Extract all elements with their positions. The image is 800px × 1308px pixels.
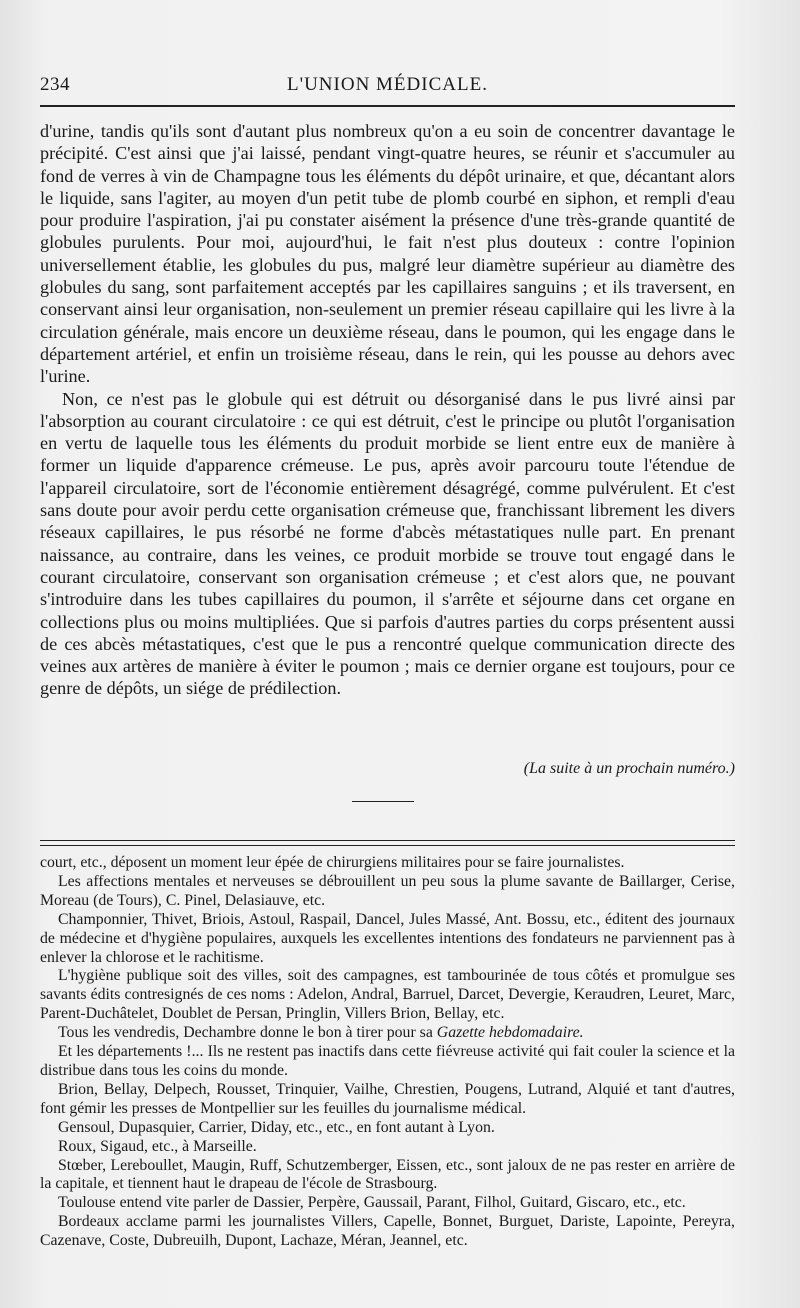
continuation-note: (La suite à un prochain numéro.) (523, 760, 735, 777)
page-number: 234 (40, 74, 70, 95)
running-header (40, 74, 735, 102)
feuilleton-paragraph: Brion, Bellay, Delpech, Rousset, Trinquier, Vailhe, Chrestien, Pougens, Lutrand, Alquié et tant d'autres, font gémir les presses de Montpellier sur les feuilles du journalisme médical. (40, 1080, 735, 1117)
feuilleton-paragraph: Stœber, Lereboullet, Maugin, Ruff, Schutzemberger, Eissen, etc., sont jaloux de ne pas rester en arrière de la capitale, et tiennent haut le drapeau de l'école de Strasbourg. (40, 1156, 735, 1193)
feuilleton-paragraph: court, etc., déposent un moment leur épée de chirurgiens militaires pour se faire journalistes. (40, 854, 625, 871)
feuilleton-paragraph: Les affections mentales et nerveuses se débrouillent un peu sous la plume savante de Baillarger, Cerise, Moreau (de Tours), C. Pinel, Delasiauve, etc. (40, 872, 735, 909)
article-paragraph: d'urine, tandis qu'ils sont d'autant plus nombreux qu'on a eu soin de concentrer davantage le précipité. C'est ainsi que j'ai laissé, pendant vingt-quatre heures, se réunir et s'accumuler au fond de verres à vin de Champagne tous les éléments du dépôt urinaire, et que, décantant alors le liquide, sans l'agiter, au moyen d'un petit tube de plomb courbé en siphon, et rempli d'eau pour produire l'aspiration, j'ai pu constater aisément la présence d'une très-grande quantité de globules purulents. Pour moi, aujourd'hui, le fait n'est plus douteux : contre l'opinion universellement établie, les globules du pus, malgré leur diamètre supérieur au diamètre des globules du sang, sont parfaitement acceptés par les capillaires sanguins ; et ils traversent, en conservant ainsi leur organisation, non-seulement un premier réseau capillaire qui les livre à la circulation générale, mais encore un deuxième réseau, dans le poumon, qui les engage dans le département artériel, et enfin un troisième réseau, dans le rein, qui les pousse au dehors avec l'urine. (40, 121, 735, 387)
article-body (40, 120, 735, 700)
feuilleton-section (40, 854, 735, 1251)
feuilleton-paragraph: Bordeaux acclame parmi les journalistes Villers, Capelle, Bonnet, Burguet, Dariste, Lapointe, Pereyra, Cazenave, Coste, Dubreuilh, Dupont, Lachaze, Méran, Jeannel, etc. (40, 1213, 735, 1250)
article-paragraph: Non, ce n'est pas le globule qui est détruit ou désorganisé dans le pus livré ainsi par l'absorption au courant circulatoire : ce qui est détruit, c'est le principe ou plutôt l'organisation en vertu de laquelle tous les éléments du produit morbide se lient entre eux de manière à former un liquide d'apparence crémeuse. Le pus, après avoir parcouru toute l'étendue de l'appareil circulatoire, sort de l'économie entièrement désagrégé, comme pulvérulent. Et c'est sans doute pour avoir perdu cette organisation crémeuse que, franchissant librement les divers réseaux capillaires, le pus résorbé ne forme d'abcès métastatiques nulle part. En prenant naissance, au contraire, dans les veines, ce produit morbide se trouve tout engagé dans le courant circulatoire, conservant son organisation crémeuse ; et c'est alors que, ne pouvant s'introduire dans les tubes capillaires du poumon, il s'arrête et séjourne dans cet organe en collections plus ou moins multipliées. Que si parfois d'autres parties du corps présentent aussi de ces abcès métastatiques, c'est que le pus a rencontré quelque communication directe des veines aux artères de manière à éviter le poumon ; mais ce dernier organe est toujours, pour ce genre de dépôts, un siége de prédilection. (40, 388, 735, 699)
feuilleton-paragraph: Champonnier, Thivet, Briois, Astoul, Raspail, Dancel, Jules Massé, Ant. Bossu, etc., éditent des journaux de médecine et d'hygiène populaires, auxquels les excellentes intentions des fondateurs ne parviennent pas à enlever la chlorose et le rachitisme. (40, 910, 735, 966)
feuilleton-paragraph: Toulouse entend vite parler de Dassier, Perpère, Gaussail, Parant, Filhol, Guitard, Giscaro, etc., etc. (58, 1194, 686, 1212)
feuilleton-paragraph: Roux, Sigaud, etc., à Marseille. (58, 1137, 257, 1155)
feuilleton-paragraph: L'hygiène publique soit des villes, soit des campagnes, est tambourinée de tous côtés et promulgue ses savants édits contresignés de ces noms : Adelon, Andral, Barruel, Darcet, Devergie, Keraudren, Leuret, Marc, Parent-Duchâtelet, Doublet de Persan, Pringlin, Villers Brion, Bellay, etc. (40, 967, 735, 1023)
feuilleton-double-rule (40, 840, 735, 846)
feuilleton-paragraph (40, 1024, 735, 1043)
section-divider (352, 801, 414, 802)
feuilleton-text: Tous les vendredis, Dechambre donne le bon à tirer pour sa (58, 1024, 437, 1042)
gazette-title: Gazette hebdomadaire. (436, 1024, 584, 1042)
feuilleton-paragraph: Et les départements !... Ils ne restent pas inactifs dans cette fiévreuse activité qui fait couler la science et la distribue dans tous les coins du monde. (40, 1043, 735, 1079)
journal-title: L'UNION MÉDICALE. (287, 74, 488, 95)
feuilleton-paragraph: Gensoul, Dupasquier, Carrier, Diday, etc., etc., en font autant à Lyon. (58, 1118, 495, 1136)
header-rule (40, 105, 735, 107)
